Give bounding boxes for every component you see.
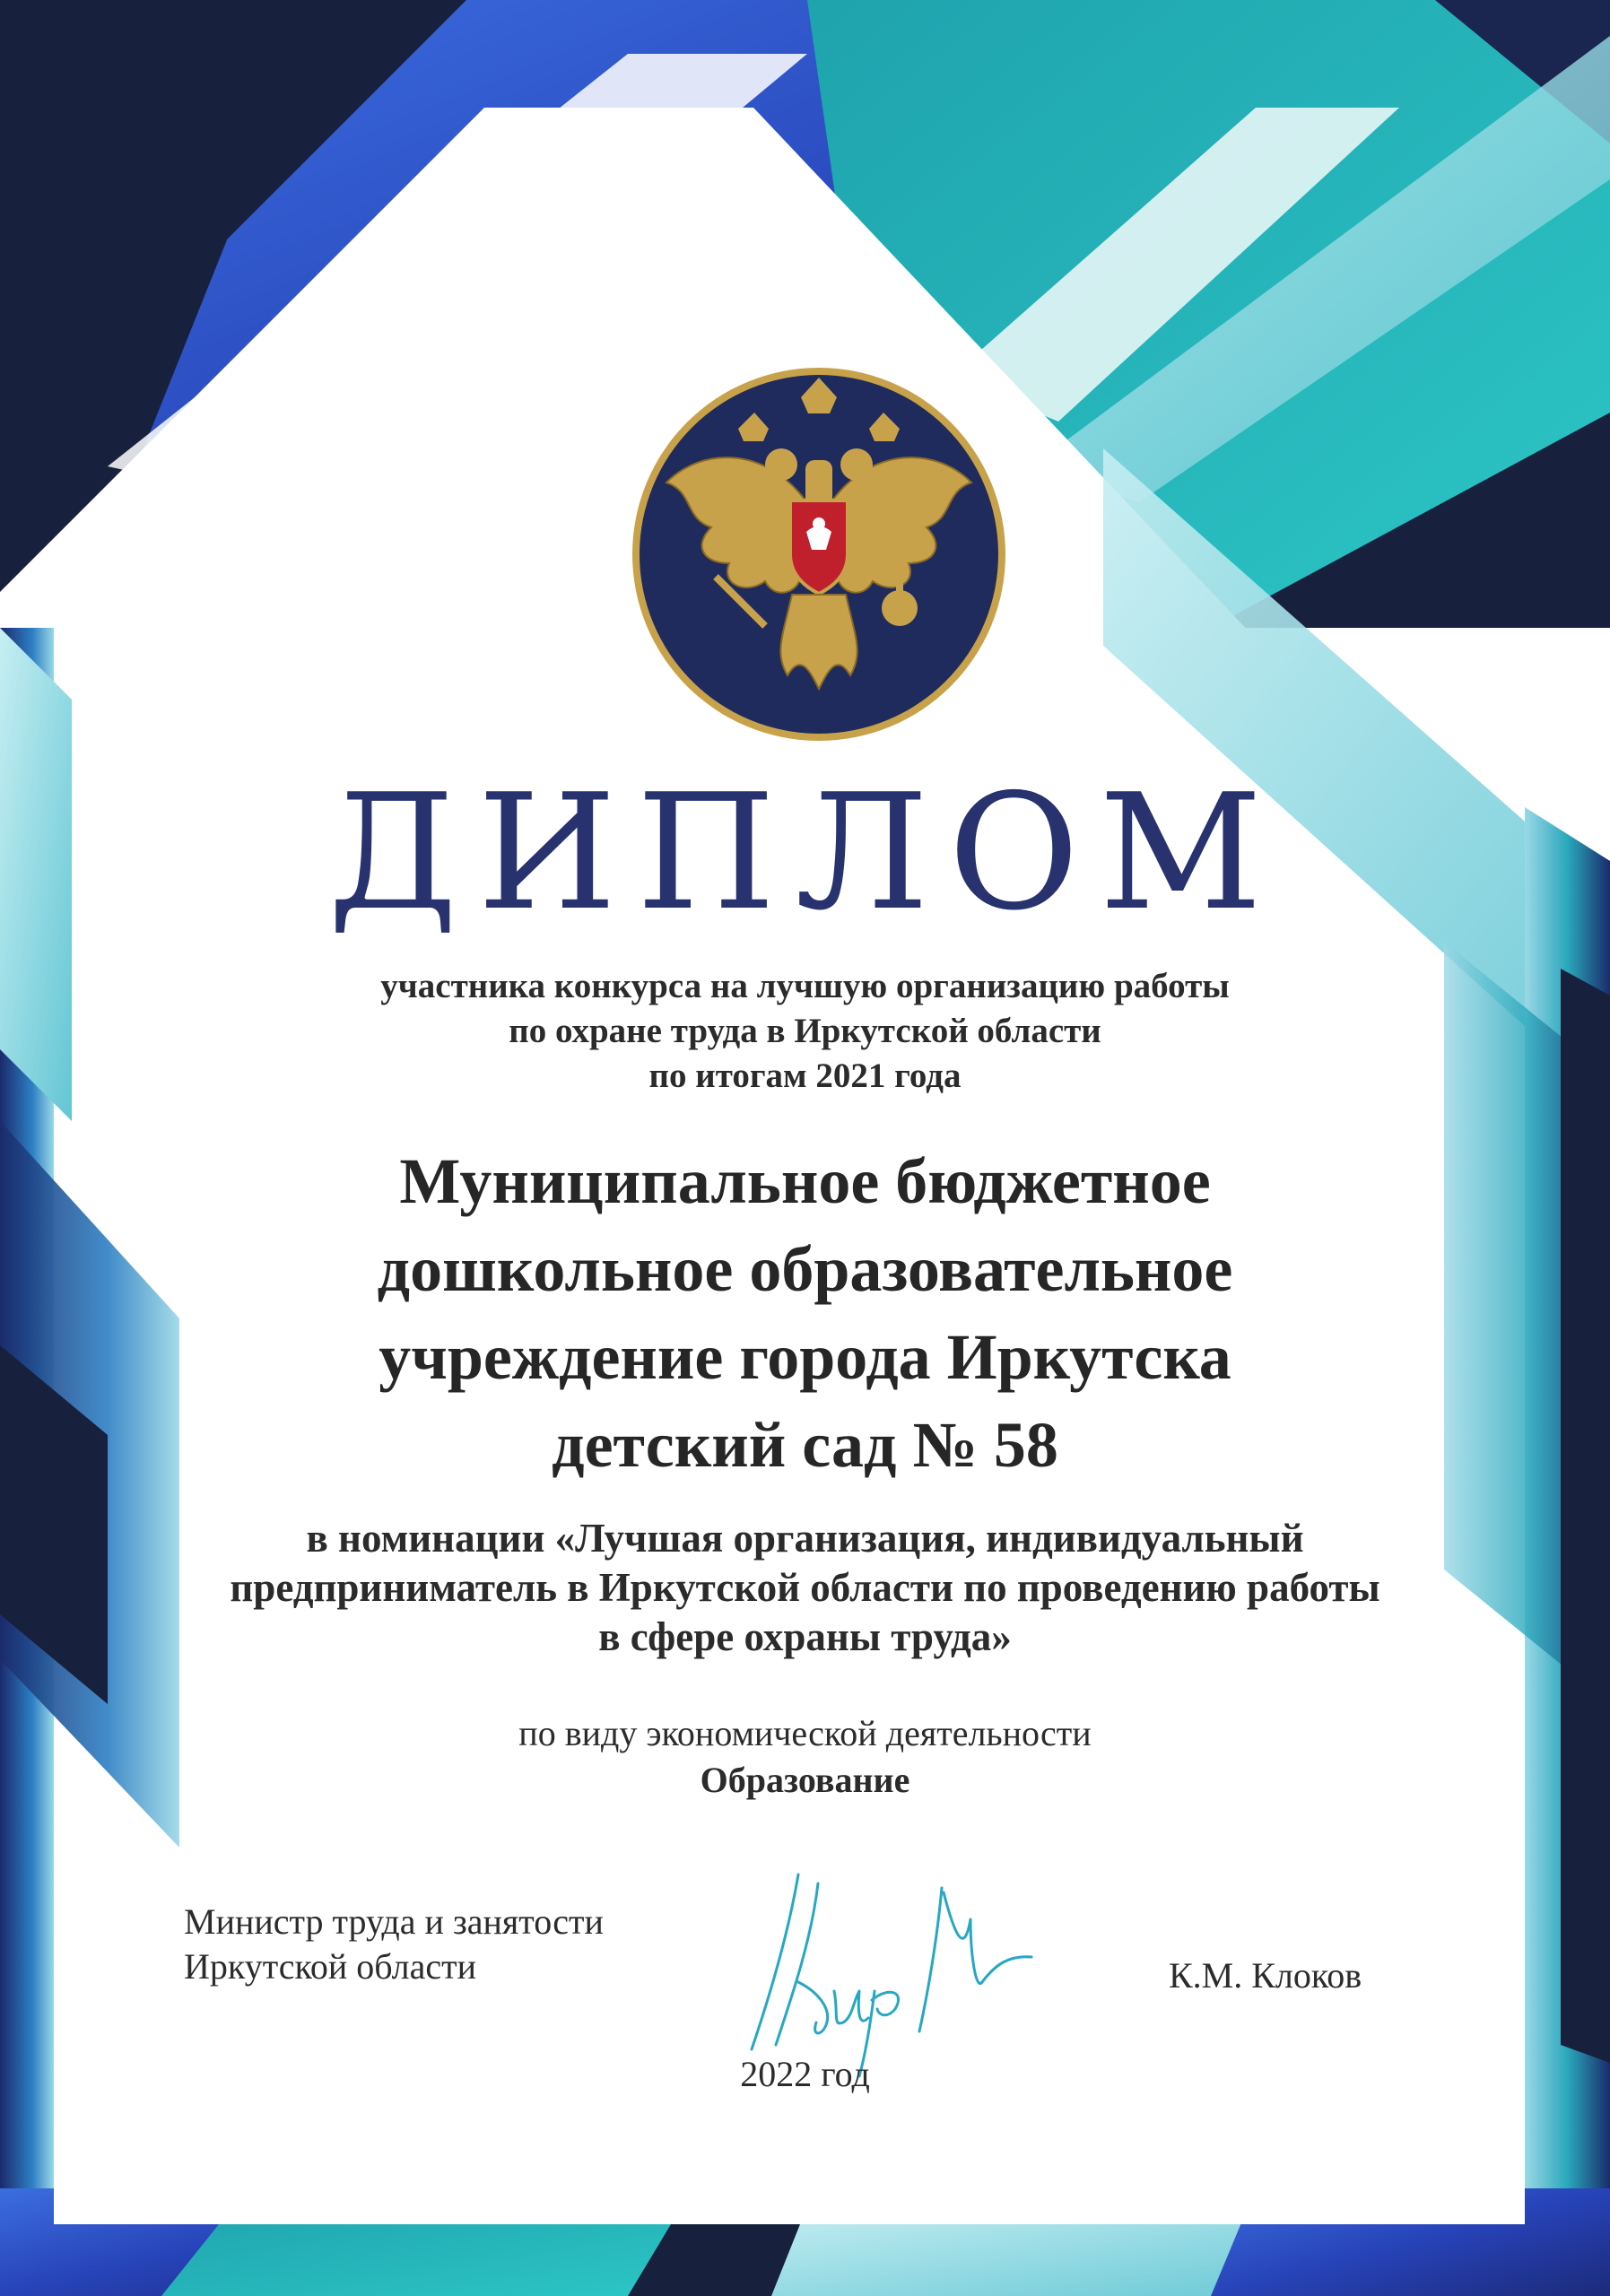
- signer-position-line: Министр труда и занятости: [184, 1901, 604, 1942]
- signer-position: [184, 1900, 604, 1989]
- nomination-line: в сфере охраны труда»: [598, 1614, 1012, 1659]
- signer-position-line: Иркутской области: [184, 1946, 476, 1987]
- organization-line: учреждение города Иркутска: [379, 1321, 1231, 1393]
- organization-line: Муниципальное бюджетное: [399, 1145, 1211, 1217]
- subtitle-line: участника конкурса на лучшую организацию работы: [380, 967, 1230, 1005]
- competition-subtitle: [0, 964, 1610, 1099]
- nomination-line: в номинации «Лучшая организация, индивидуальный: [306, 1516, 1304, 1561]
- activity-label: по виду экономической деятельности: [518, 1713, 1092, 1753]
- document-title: ДИПЛОМ: [327, 760, 1283, 945]
- signer-name: К.М. Клоков: [1169, 1955, 1362, 1996]
- organization-line: дошкольное образовательное: [377, 1233, 1233, 1305]
- activity-value: Образование: [700, 1760, 910, 1800]
- subtitle-line: по итогам 2021 года: [648, 1057, 962, 1095]
- signature-icon: [735, 1857, 1040, 2081]
- document-year: 2022 год: [740, 2054, 870, 2094]
- coat-of-arms-emblem-icon: [631, 366, 1007, 743]
- nomination-text: [0, 1514, 1610, 1662]
- organization-line: детский сад № 58: [552, 1409, 1058, 1481]
- subtitle-line: по охране труда в Иркутской области: [509, 1012, 1101, 1050]
- nomination-line: предприниматель в Иркутской области по проведению работы: [230, 1565, 1380, 1610]
- organization-name: [0, 1137, 1610, 1489]
